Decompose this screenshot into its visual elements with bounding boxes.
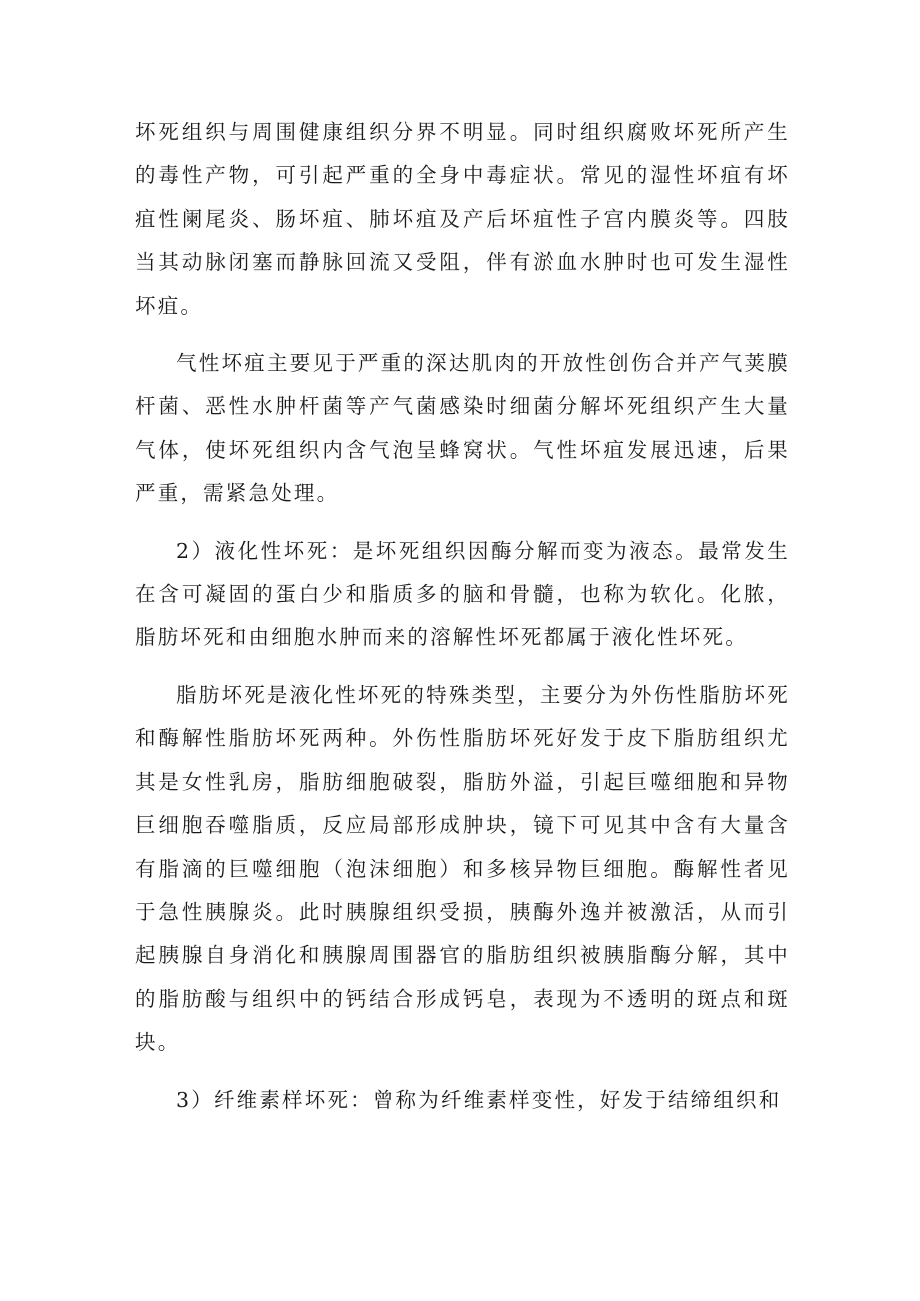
paragraph-fibrinoid-necrosis: 3）纤维素样坏死：曾称为纤维素样变性，好发于结缔组织和 bbox=[176, 1087, 782, 1112]
paragraph-fat-necrosis: 脂肪坏死是液化性坏死的特殊类型，主要分为外伤性脂肪坏死和酶解性脂肪坏死两种。外伤性脂肪坏死好发于皮下脂肪组织尤其是女性乳房，脂肪细胞破裂，脂肪外溢，引起巨噬细胞和异物巨细胞吞噬脂质，反应局部形成肿块，镜下可见其中含有大量含有脂滴的巨噬细胞（泡沫细胞）和多核异物巨细胞。酶解性者见于急性胰腺炎。此时胰腺组织受损，胰酶外逸并被激活，从而引起胰腺自身消化和胰腺周围器官的脂肪组织被胰脂酶分解，其中的脂肪酸与组织中的钙结合形成钙皂，表现为不透明的斑点和斑块。 bbox=[135, 682, 790, 1055]
paragraph-wet-gangrene-continued: 坏死组织与周围健康组织分界不明显。同时组织腐败坏死所产生的毒性产物，可引起严重的全身中毒症状。常见的湿性坏疽有坏疽性阑尾炎、肠坏疽、肺坏疽及产后坏疽性子宫内膜炎等。四肢当其动脉闭塞而静脉回流又受阻，伴有淤血水肿时也可发生湿性坏疽。 bbox=[135, 120, 790, 318]
document-page bbox=[135, 111, 790, 1136]
paragraph-liquefactive-necrosis: 2）液化性坏死：是坏死组织因酶分解而变为液态。最常发生在含可凝固的蛋白少和脂质多的脑和骨髓，也称为软化。化脓，脂肪坏死和由细胞水肿而来的溶解性坏死都属于液化性坏死。 bbox=[135, 538, 790, 650]
paragraph-gas-gangrene: 气性坏疽主要见于严重的深达肌肉的开放性创伤合并产气荚膜杆菌、恶性水肿杆菌等产气菌感染时细菌分解坏死组织产生大量气体，使坏死组织内含气泡呈蜂窝状。气性坏疽发展迅速，后果严重，需紧急处理。 bbox=[135, 351, 790, 506]
